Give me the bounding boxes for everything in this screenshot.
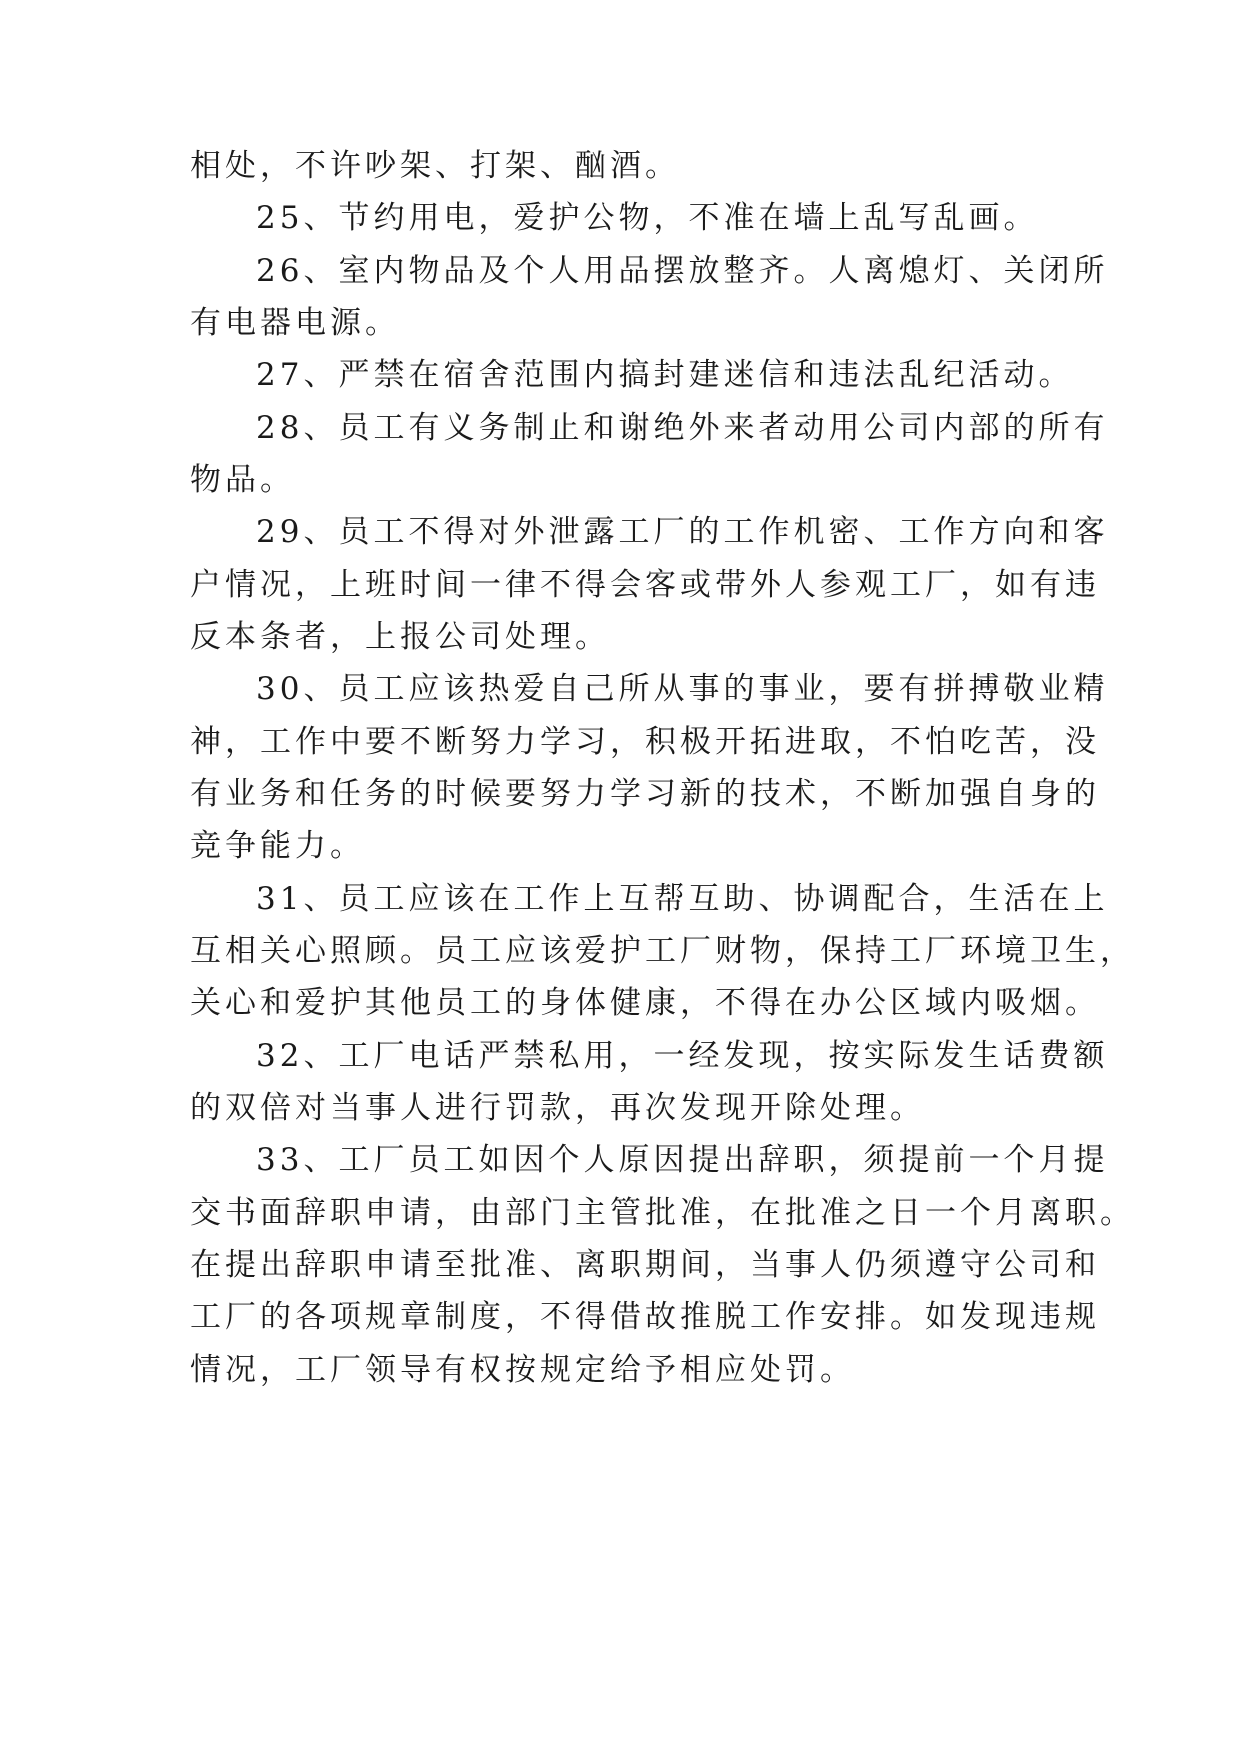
text-line: 竞争能力。 (190, 828, 365, 864)
text-line: 关心和爱护其他员工的身体健康，不得在办公区域内吸烟。 (190, 985, 1100, 1021)
text-line: 户情况，上班时间一律不得会客或带外人参观工厂，如有违 (190, 567, 1100, 603)
text-line: 神，工作中要不断努力学习，积极开拓进取，不怕吃苦，没 (190, 724, 1100, 760)
text-line: 在提出辞职申请至批准、离职期间，当事人仍须遵守公司和 (190, 1247, 1100, 1283)
text-line: 情况，工厂领导有权按规定给予相应处罚。 (190, 1352, 855, 1388)
rule-25: 25、节约用电，爱护公物，不准在墙上乱写乱画。 (256, 200, 1039, 236)
text-line: 物品。 (190, 462, 295, 498)
text-line: 互相关心照顾。员工应该爱护工厂财物，保持工厂环境卫生， (190, 933, 1135, 969)
rule-28: 28、员工有义务制止和谢绝外来者动用公司内部的所有 (256, 410, 1109, 446)
rule-30: 30、员工应该热爱自己所从事的事业，要有拼搏敬业精 (256, 671, 1109, 707)
text-line: 反本条者，上报公司处理。 (190, 619, 610, 655)
rule-29: 29、员工不得对外泄露工厂的工作机密、工作方向和客 (256, 514, 1109, 550)
text-line: 的双倍对当事人进行罚款，再次发现开除处理。 (190, 1090, 925, 1126)
text-line: 工厂的各项规章制度，不得借故推脱工作安排。如发现违规 (190, 1299, 1100, 1335)
text-line: 有业务和任务的时候要努力学习新的技术，不断加强自身的 (190, 776, 1100, 812)
rule-27: 27、严禁在宿舍范围内搞封建迷信和违法乱纪活动。 (256, 357, 1074, 393)
text-line: 有电器电源。 (190, 305, 400, 341)
rule-31: 31、员工应该在工作上互帮互助、协调配合，生活在上 (256, 881, 1109, 917)
rule-33: 33、工厂员工如因个人原因提出辞职，须提前一个月提 (256, 1142, 1109, 1178)
rule-26: 26、室内物品及个人用品摆放整齐。人离熄灯、关闭所 (256, 253, 1109, 289)
text-line: 交书面辞职申请，由部门主管批准，在批准之日一个月离职。 (190, 1195, 1135, 1231)
text-line: 相处，不许吵架、打架、酗酒。 (190, 148, 680, 184)
rule-32: 32、工厂电话严禁私用，一经发现，按实际发生话费额 (256, 1038, 1109, 1074)
